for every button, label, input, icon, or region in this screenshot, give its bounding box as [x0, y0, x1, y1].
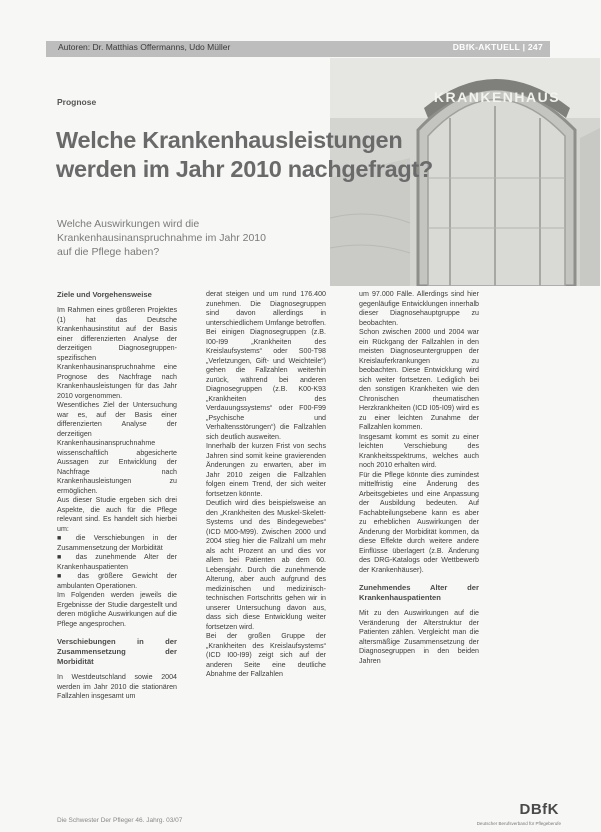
deck-line-2: Krankenhausinanspruchnahme im Jahr 2010: [57, 232, 266, 244]
dbfk-logo: DBfK: [519, 801, 559, 818]
section-heading: Ziele und Vorgehensweise: [57, 290, 152, 299]
article-column-3: [359, 290, 479, 666]
paragraph: Bei der großen Gruppe der „Krankheiten des Kreislaufsystems“ (ICD I00-I99) zeigt sich auf der anderen Seite eine deutliche Abnahme der Fallzahlen: [206, 632, 326, 678]
header-authors: Autoren: Dr. Matthias Offermanns, Udo Müller: [58, 42, 231, 52]
deck-line-1: Welche Auswirkungen wird die: [57, 218, 200, 230]
article-headline: [56, 126, 476, 184]
paragraph: Wesentliches Ziel der Untersuchung war es, auf der Basis einer differenzierten Analyse der derzeitigen Krankenhausinanspruchnahme wissenschaftlich abgesicherte Aussagen zur Entwicklung der Nachfrage nach Krankenhausleistungen zu ermöglichen.: [57, 401, 177, 495]
section-heading: Verschiebungen in der Zusammensetzung der Morbidität: [57, 637, 177, 666]
paragraph: Schon zwischen 2000 und 2004 war ein Rückgang der Fallzahlen in den meisten Diagnoseuntergruppen der Kreislauferkrankungen zu beobachten. Diese Entwicklung wird sich weiter fortsetzen. Lediglich bei den sonstigen Krankheiten wie den Chronischen rheumatischen Herzkrankheiten (ICD I05-I09) wird es zu einer leichten Zunahme der Fallzahlen kommen.: [359, 328, 479, 431]
paragraph: Im Rahmen eines größeren Projektes (1) hat das Deutsche Krankenhausinstitut auf der Basis einer differenzierten Analyse der derzeitigen Diagnosegruppen-spezifischen Krankenhausinanspruchnahme eine Prognose des Nachfrage nach Krankenhausleistungen für das Jahr 2010 vorgenommen.: [57, 306, 177, 400]
bullet-item: ■ das zunehmende Alter der Krankenhauspatienten: [57, 553, 177, 571]
paragraph: Aus dieser Studie ergeben sich drei Aspekte, die auch für die Pflege relevant sind. Es handelt sich hierbei um:: [57, 496, 177, 533]
paragraph: Deutlich wird dies beispielsweise an den „Krankheiten des Muskel-Skelett-Systems und des Bindegewebes“ (ICD M00-M99). Zwischen 2000 und 2004 stieg hier die Fallzahl um mehr als acht Prozent an und dies vor allem bei Patienten ab dem 60. Lebensjahr. Durch die zunehmende Alterung, aber auch aufgrund des medizinischen und medizinisch-technischen Fortschritts gehen wir in unserer Untersuchung davon aus, dass sich diese Entwicklung weiter fortsetzen wird.: [206, 499, 326, 631]
footer-citation: Die Schwester Der Pfleger 46. Jahrg. 03/07: [57, 817, 183, 824]
paragraph: derat steigen und um rund 176.400 zunehmen. Die Diagnosegruppen sind davon allerdings in unterschiedlichem Umfange betroffen. Bei einigen Diagnosegruppen (z.B. I00-I99 „Krankheiten des Kreislaufsystems“ oder S00-T98 „Verletzungen, Gift- und Weichteile“) gehen die Fallzahlen weiterhin zurück, während bei anderen Diagnosegruppen (z.B. K00-K93 „Krankheiten des Verdauungssystems“ oder F00-F99 „Psychische und Verhaltensstörungen“) die Fallzahlen sich deutlich ausweiten.: [206, 290, 326, 441]
article-overline: Prognose: [57, 97, 97, 107]
paragraph: Mit zu den Auswirkungen auf die Veränderung der Alterstruktur der Patienten zählen. Vergleicht man die altersmäßige Zusammensetzung der Diagnosegruppen in den beiden Jahren: [359, 609, 479, 665]
article-column-2: [206, 290, 326, 680]
section-heading: Zunehmendes Alter der Krankenhauspatienten: [359, 583, 479, 602]
article-deck: [57, 217, 337, 259]
header-section-label: DBfK-AKTUELL | 247: [452, 42, 543, 52]
dbfk-logo-subtitle: Deutscher Berufsverband für Pflegeberufe: [476, 821, 561, 826]
paragraph: Insgesamt kommt es somit zu einer leichten Verschiebung des Krankheitsspektrums, welches auch noch 2010 erhalten wird.: [359, 432, 479, 469]
paragraph: In Westdeutschland sowie 2004 werden im Jahr 2010 die stationären Fallzahlen insgesamt um: [57, 673, 177, 700]
bullet-item: ■ das größere Gewicht der ambulanten Operationen.: [57, 572, 177, 590]
bullet-item: ■ die Verschiebungen in der Zusammensetzung der Morbidität: [57, 534, 177, 552]
sign-text: KRANKENHAUS: [433, 89, 561, 105]
paragraph: Für die Pflege könnte dies zumindest mittelfristig eine Änderung des Arbeitsgebietes und eine Anpassung der Ausbildung bedeuten. Auf Fachabteilungsebene kann es aber zu erheblichen Auswirkungen der Änderung der Morbidität kommen, da diese Effekte durch weitere andere Einflüsse überlagert (z.B. Änderung des DRG-Katalogs oder Wettbewerb der Krankenhäuser).: [359, 470, 479, 574]
article-column-1: [57, 290, 177, 702]
headline-line-1: Welche Krankenhausleistungen: [56, 127, 403, 153]
headline-line-2: werden im Jahr 2010 nachgefragt?: [56, 156, 433, 182]
paragraph: Innerhalb der kurzen Frist von sechs Jahren sind somit keine gravierenden Änderungen zu erwarten, aber im Jahr 2010 zeigen die Fallzahlen folgen einem Trend, der sich weiter fortsetzen könnte.: [206, 442, 326, 498]
paragraph: Im Folgenden werden jeweils die Ergebnisse der Studie dargestellt und deren mögliche Auswirkungen auf die Pflege angesprochen.: [57, 591, 177, 628]
deck-line-3: auf die Pflege haben?: [57, 246, 160, 258]
paragraph: um 97.000 Fälle. Allerdings sind hier gegenläufige Entwicklungen innerhalb dieser Diagnosehauptgruppe zu beobachten.: [359, 290, 479, 327]
